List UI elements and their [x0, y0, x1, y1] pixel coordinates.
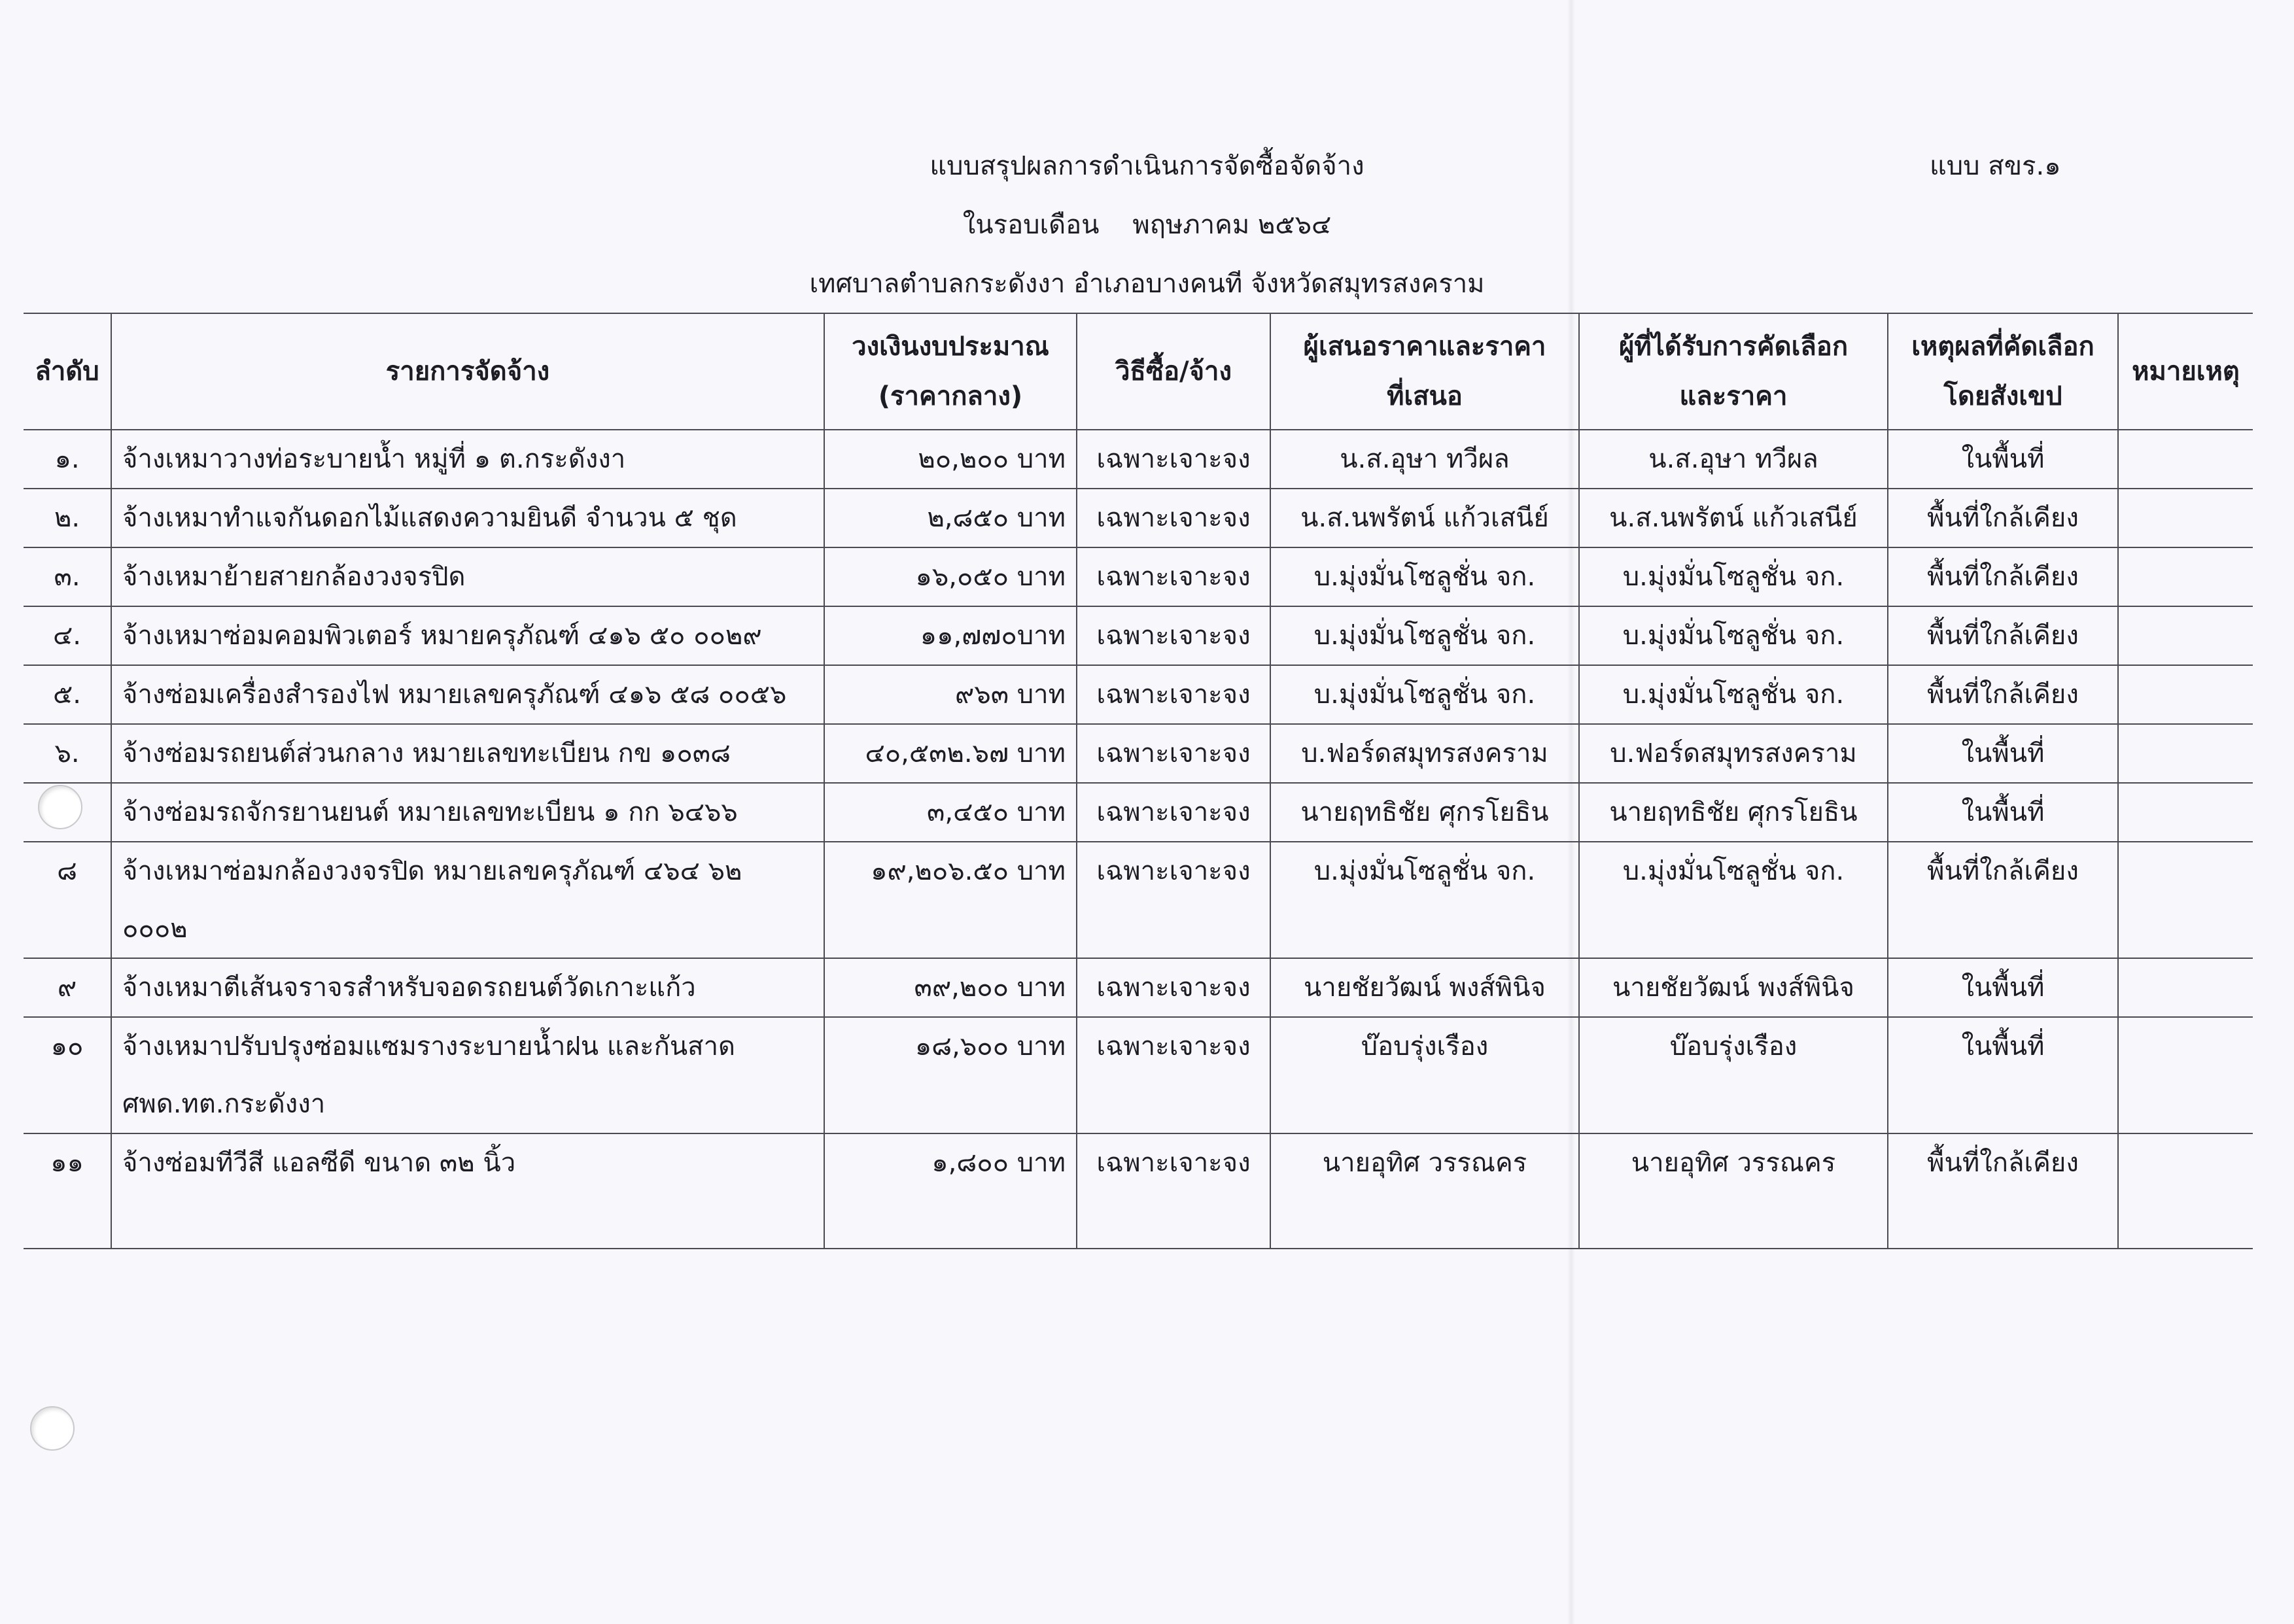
- cell-no: ๒.: [24, 489, 111, 547]
- cell-no: ๙: [24, 958, 111, 1017]
- col-header-budget: [824, 313, 1077, 430]
- cell-winner: น.ส.อุษา ทวีผล: [1579, 430, 1888, 489]
- col-header-bidder: [1270, 313, 1579, 430]
- table-row: [24, 1017, 2253, 1133]
- cell-note: [2118, 724, 2253, 783]
- col-header-winner: [1579, 313, 1888, 430]
- cell-method: เฉพาะเจาะจง: [1077, 1133, 1270, 1249]
- cell-no: ๑๐: [24, 1017, 111, 1133]
- cell-method: เฉพาะเจาะจง: [1077, 724, 1270, 783]
- col-header-no: ลำดับ: [24, 313, 111, 430]
- cell-method: เฉพาะเจาะจง: [1077, 783, 1270, 842]
- col-header-winner-line2: และราคา: [1679, 381, 1788, 411]
- cell-budget: ๒๐,๒๐๐ บาท: [824, 430, 1077, 489]
- cell-no: ๔.: [24, 606, 111, 665]
- cell-method: เฉพาะเจาะจง: [1077, 606, 1270, 665]
- cell-no: ๑.: [24, 430, 111, 489]
- col-header-reason-line2: โดยสังเขป: [1943, 381, 2062, 411]
- cell-reason: พื้นที่ใกล้เคียง: [1888, 606, 2118, 665]
- cell-note: [2118, 1133, 2253, 1249]
- col-header-note: หมายเหตุ: [2118, 313, 2253, 430]
- cell-no: ๘: [24, 842, 111, 958]
- col-header-reason-line1: เหตุผลที่คัดเลือก: [1911, 332, 2094, 362]
- cell-budget: ๔๐,๕๓๒.๖๗ บาท: [824, 724, 1077, 783]
- cell-bidder: บ.มุ่งมั่นโซลูชั่น จก.: [1270, 665, 1579, 724]
- cell-reason: ในพื้นที่: [1888, 430, 2118, 489]
- cell-budget: ๓๙,๒๐๐ บาท: [824, 958, 1077, 1017]
- cell-item: จ้างเหมาตีเส้นจราจรสำหรับจอดรถยนต์วัดเกาะแก้ว: [111, 958, 824, 1017]
- cell-bidder: นายชัยวัฒน์ พงส์พินิจ: [1270, 958, 1579, 1017]
- cell-no: ๓.: [24, 547, 111, 606]
- period-label: ในรอบเดือน: [962, 210, 1100, 240]
- cell-item: จ้างเหมาย้ายสายกล้องวงจรปิด: [111, 547, 824, 606]
- cell-reason: ในพื้นที่: [1888, 783, 2118, 842]
- cell-budget: ๑๑,๗๗๐บาท: [824, 606, 1077, 665]
- cell-method: เฉพาะเจาะจง: [1077, 665, 1270, 724]
- col-header-item: รายการจัดจ้าง: [111, 313, 824, 430]
- cell-winner: บ.มุ่งมั่นโซลูชั่น จก.: [1579, 665, 1888, 724]
- reporting-period: [0, 207, 2294, 243]
- cell-note: [2118, 1017, 2253, 1133]
- table-row: [24, 606, 2253, 665]
- cell-item: จ้างเหมาซ่อมกล้องวงจรปิด หมายเลขครุภัณฑ์ ๔๖๔ ๖๒ ๐๐๐๒: [111, 842, 824, 958]
- cell-reason: พื้นที่ใกล้เคียง: [1888, 489, 2118, 547]
- cell-budget: ๙๖๓ บาท: [824, 665, 1077, 724]
- cell-bidder: บ๊อบรุ่งเรือง: [1270, 1017, 1579, 1133]
- cell-method: เฉพาะเจาะจง: [1077, 1017, 1270, 1133]
- col-header-budget-line2: (ราคากลาง): [878, 381, 1023, 411]
- cell-method: เฉพาะเจาะจง: [1077, 547, 1270, 606]
- cell-item: จ้างซ่อมรถยนต์ส่วนกลาง หมายเลขทะเบียน กข ๑๐๓๘: [111, 724, 824, 783]
- cell-no: [24, 783, 111, 842]
- cell-budget: ๒,๘๕๐ บาท: [824, 489, 1077, 547]
- cell-budget: ๑,๘๐๐ บาท: [824, 1133, 1077, 1249]
- cell-item: จ้างซ่อมเครื่องสำรองไฟ หมายเลขครุภัณฑ์ ๔๑๖ ๕๘ ๐๐๕๖: [111, 665, 824, 724]
- cell-winner: บ๊อบรุ่งเรือง: [1579, 1017, 1888, 1133]
- col-header-bidder-line2: ที่เสนอ: [1387, 381, 1463, 411]
- cell-reason: พื้นที่ใกล้เคียง: [1888, 1133, 2118, 1249]
- col-header-budget-line1: วงเงินงบประมาณ: [852, 332, 1049, 362]
- cell-bidder: บ.มุ่งมั่นโซลูชั่น จก.: [1270, 842, 1579, 958]
- table-row: [24, 489, 2253, 547]
- cell-note: [2118, 783, 2253, 842]
- table-row: [24, 842, 2253, 958]
- cell-winner: บ.มุ่งมั่นโซลูชั่น จก.: [1579, 606, 1888, 665]
- cell-note: [2118, 606, 2253, 665]
- cell-reason: ในพื้นที่: [1888, 958, 2118, 1017]
- cell-bidder: บ.มุ่งมั่นโซลูชั่น จก.: [1270, 606, 1579, 665]
- cell-bidder: นายฤทธิชัย ศุกรโยธิน: [1270, 783, 1579, 842]
- cell-no: ๑๑: [24, 1133, 111, 1249]
- cell-winner: นายอุทิศ วรรณคร: [1579, 1133, 1888, 1249]
- organization-name: เทศบาลตำบลกระดังงา อำเภอบางคนที จังหวัดสมุทรสงคราม: [809, 269, 1485, 299]
- cell-reason: พื้นที่ใกล้เคียง: [1888, 842, 2118, 958]
- procurement-table: [24, 313, 2253, 1249]
- cell-no: ๖.: [24, 724, 111, 783]
- cell-item: จ้างซ่อมรถจักรยานยนต์ หมายเลขทะเบียน ๑ กก ๖๔๖๖: [111, 783, 824, 842]
- cell-bidder: นายอุทิศ วรรณคร: [1270, 1133, 1579, 1249]
- period-value: พฤษภาคม ๒๕๖๔: [1132, 210, 1332, 240]
- cell-budget: ๓,๔๕๐ บาท: [824, 783, 1077, 842]
- cell-method: เฉพาะเจาะจง: [1077, 430, 1270, 489]
- cell-budget: ๑๘,๖๐๐ บาท: [824, 1017, 1077, 1133]
- cell-item: จ้างเหมาทำแจกันดอกไม้แสดงความยินดี จำนวน ๕ ชุด: [111, 489, 824, 547]
- cell-note: [2118, 958, 2253, 1017]
- cell-winner: บ.ฟอร์ดสมุทรสงคราม: [1579, 724, 1888, 783]
- cell-note: [2118, 547, 2253, 606]
- cell-winner: น.ส.นพรัตน์ แก้วเสนีย์: [1579, 489, 1888, 547]
- cell-bidder: น.ส.อุษา ทวีผล: [1270, 430, 1579, 489]
- punch-hole-bottom: [30, 1406, 75, 1451]
- table-row: [24, 958, 2253, 1017]
- table-row: [24, 430, 2253, 489]
- cell-bidder: บ.ฟอร์ดสมุทรสงคราม: [1270, 724, 1579, 783]
- cell-bidder: บ.มุ่งมั่นโซลูชั่น จก.: [1270, 547, 1579, 606]
- cell-note: [2118, 842, 2253, 958]
- cell-item: จ้างซ่อมทีวีสี แอลซีดี ขนาด ๓๒ นิ้ว: [111, 1133, 824, 1249]
- cell-budget: ๑๖,๐๕๐ บาท: [824, 547, 1077, 606]
- cell-note: [2118, 430, 2253, 489]
- cell-method: เฉพาะเจาะจง: [1077, 958, 1270, 1017]
- col-header-bidder-line1: ผู้เสนอราคาและราคา: [1303, 332, 1546, 362]
- cell-item: จ้างเหมาวางท่อระบายน้ำ หมู่ที่ ๑ ต.กระดังงา: [111, 430, 824, 489]
- cell-item: จ้างเหมาปรับปรุงซ่อมแซมรางระบายน้ำฝน และกันสาด ศพด.ทต.กระดังงา: [111, 1017, 824, 1133]
- col-header-method: วิธีซื้อ/จ้าง: [1077, 313, 1270, 430]
- cell-winner: นายชัยวัฒน์ พงส์พินิจ: [1579, 958, 1888, 1017]
- table-row: [24, 724, 2253, 783]
- col-header-winner-line1: ผู้ที่ได้รับการคัดเลือก: [1618, 332, 1849, 362]
- cell-item: จ้างเหมาซ่อมคอมพิวเตอร์ หมายครุภัณฑ์ ๔๑๖ ๕๐ ๐๐๒๙: [111, 606, 824, 665]
- table-row: [24, 783, 2253, 842]
- cell-reason: พื้นที่ใกล้เคียง: [1888, 665, 2118, 724]
- cell-winner: นายฤทธิชัย ศุกรโยธิน: [1579, 783, 1888, 842]
- cell-winner: บ.มุ่งมั่นโซลูชั่น จก.: [1579, 842, 1888, 958]
- cell-budget: ๑๙,๒๐๖.๕๐ บาท: [824, 842, 1077, 958]
- col-header-reason: [1888, 313, 2118, 430]
- cell-winner: บ.มุ่งมั่นโซลูชั่น จก.: [1579, 547, 1888, 606]
- cell-reason: พื้นที่ใกล้เคียง: [1888, 547, 2118, 606]
- cell-method: เฉพาะเจาะจง: [1077, 842, 1270, 958]
- table-header-row: [24, 313, 2253, 430]
- table-row: [24, 1133, 2253, 1249]
- cell-reason: ในพื้นที่: [1888, 1017, 2118, 1133]
- cell-bidder: น.ส.นพรัตน์ แก้วเสนีย์: [1270, 489, 1579, 547]
- table-row: [24, 547, 2253, 606]
- table-row: [24, 665, 2253, 724]
- cell-no: ๕.: [24, 665, 111, 724]
- cell-method: เฉพาะเจาะจง: [1077, 489, 1270, 547]
- cell-reason: ในพื้นที่: [1888, 724, 2118, 783]
- form-code: แบบ สขร.๑: [1930, 151, 2061, 181]
- cell-note: [2118, 489, 2253, 547]
- cell-note: [2118, 665, 2253, 724]
- document-title: แบบสรุปผลการดำเนินการจัดซื้อจัดจ้าง: [930, 151, 1364, 181]
